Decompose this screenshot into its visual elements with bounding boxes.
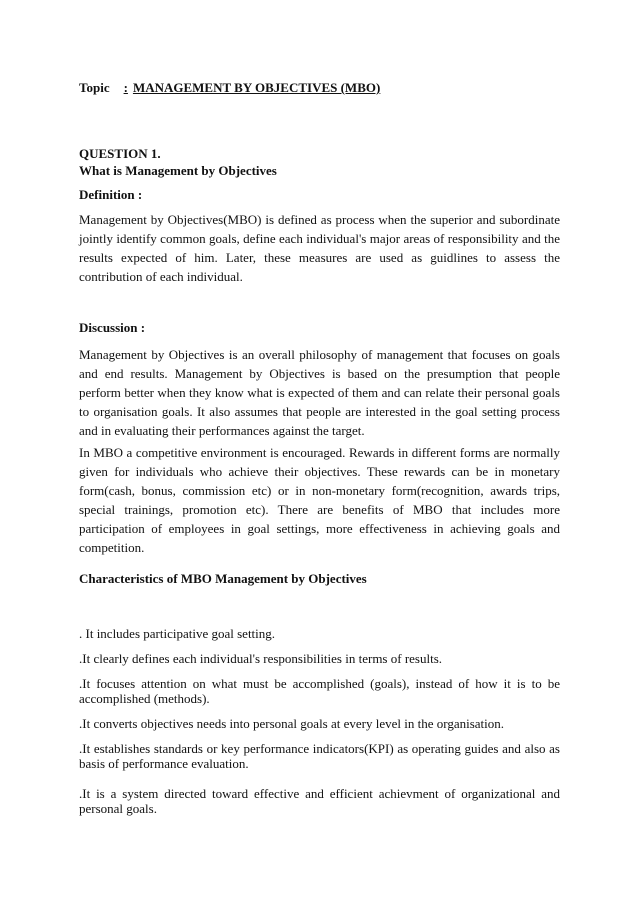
topic-line	[79, 80, 380, 96]
list-item: . It includes participative goal setting.	[79, 626, 276, 641]
list-item: .It clearly defines each individual's responsibilities in terms of results.	[79, 651, 443, 666]
question-text: What is Management by Objectives	[79, 163, 277, 178]
characteristics-heading: Characteristics of MBO Management by Objectives	[79, 571, 367, 586]
list-item: .It focuses attention on what must be accomplished (goals), instead of how it is to be accomplished (methods).	[79, 676, 560, 706]
list-item: .It is a system directed toward effective and efficient achievment of organizational and personal goals.	[79, 786, 560, 816]
topic-label: Topic	[79, 80, 110, 95]
topic-separator: :	[123, 80, 128, 95]
definition-heading: Definition :	[79, 187, 143, 202]
discussion-paragraph: Management by Objectives is an overall philosophy of management that focuses on goals and end results. Management by Objectives is based on the presumption that people perform better when they know what is expected of them and can relate their personal goals to organisation goals. It also assumes that people are interested in the goal setting process and in evaluating their performances against the target.	[79, 347, 560, 438]
definition-body: Management by Objectives(MBO) is defined as process when the superior and subordinate jointly identify common goals, define each individual's major areas of responsibility and the results expected of him. Later, these measures are used as guidlines to assess the contribution of each individual.	[79, 212, 560, 284]
topic-title: MANAGEMENT BY OBJECTIVES (MBO)	[132, 80, 381, 95]
question-heading: QUESTION 1.	[79, 146, 161, 161]
discussion-heading: Discussion :	[79, 320, 146, 335]
list-item: .It converts objectives needs into personal goals at every level in the organisation.	[79, 716, 505, 731]
discussion-paragraph: In MBO a competitive environment is encouraged. Rewards in different forms are normally given for individuals who achieve their objectives. These rewards can be in monetary form(cash, bonus, commission etc) or in non-monetary form(recognition, awards trips, special trainings, promotion etc). There are benefits of MBO that includes more participation of employees in goal settings, more effectiveness in achieving goals and competition.	[79, 445, 560, 555]
list-item: .It establishes standards or key performance indicators(KPI) as operating guides and also as basis of performance evaluation.	[79, 741, 560, 771]
